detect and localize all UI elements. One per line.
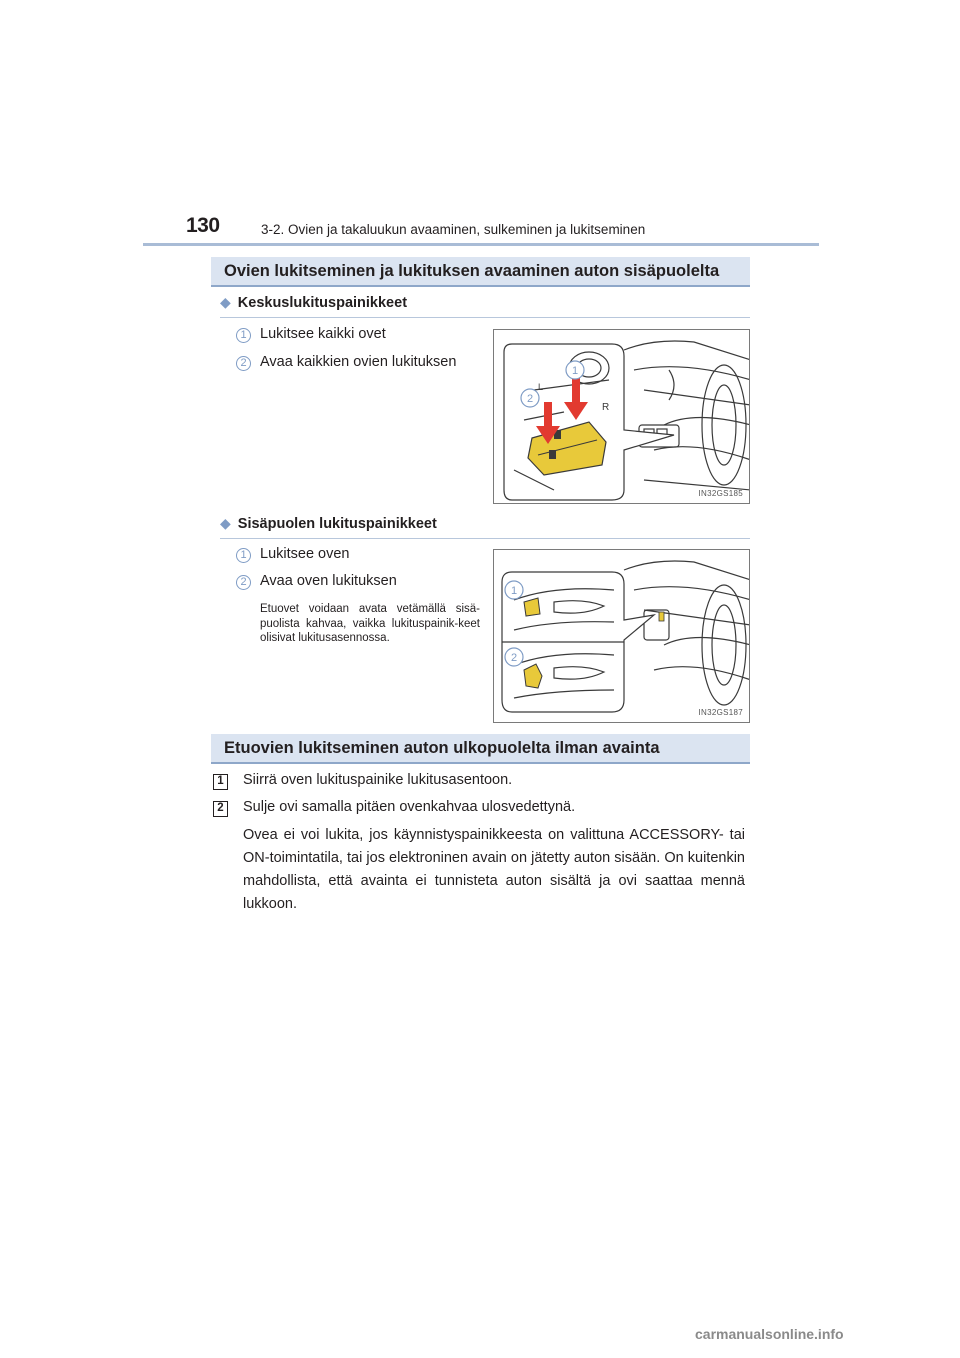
subsection-title: Keskuslukituspainikkeet bbox=[237, 295, 408, 311]
step-number: 2 bbox=[213, 801, 228, 817]
step-text: Sulje ovi samalla pitäen ovenkahvaa ulosvedettynä. bbox=[243, 799, 576, 815]
step-number: 1 bbox=[213, 774, 228, 790]
subsection-heading bbox=[220, 294, 407, 311]
diamond-icon: ◆ bbox=[220, 294, 231, 310]
figure-code: IN32GS187 bbox=[698, 708, 743, 717]
item-text: Lukitsee kaikki ovet bbox=[260, 326, 386, 342]
callout-number: 2 bbox=[236, 356, 251, 371]
subsection-divider bbox=[220, 317, 750, 318]
callout-number: 1 bbox=[236, 548, 251, 563]
illustration-inside-lock-buttons bbox=[493, 549, 750, 723]
step-text: Siirrä oven lukituspainike lukitusasentoon. bbox=[243, 772, 513, 788]
svg-text:L: L bbox=[538, 382, 544, 392]
subsection-title: Sisäpuolen lukituspainikkeet bbox=[237, 516, 437, 532]
central-lock-illustration bbox=[494, 330, 750, 504]
svg-text:1: 1 bbox=[571, 365, 579, 377]
section-title: Ovien lukitseminen ja lukituksen avaaminen auton sisäpuolelta bbox=[224, 262, 720, 280]
svg-text:1: 1 bbox=[510, 585, 518, 597]
explanation-paragraph: Ovea ei voi lukita, jos käynnistyspainikkeesta on valittuna ACCESSORY- tai ON-toimintatila, tai jos elektroninen avain on jätetty auton sisään. On kuitenkin mahdollista, että avainta ei tunnisteta auton sisältä ja ovi saattaa mennä lukkoon. bbox=[243, 827, 745, 912]
section-title-bar bbox=[211, 734, 750, 764]
chapter-title: 3-2. Ovien ja takaluukun avaaminen, sulkeminen ja lukitseminen bbox=[261, 222, 646, 237]
section-title: Etuovien lukitseminen auton ulkopuolelta ilman avainta bbox=[224, 739, 660, 757]
diamond-icon: ◆ bbox=[220, 515, 231, 531]
item-text: Avaa oven lukituksen bbox=[260, 573, 397, 589]
callout-number: 1 bbox=[236, 328, 251, 343]
illustration-central-lock-switches bbox=[493, 329, 750, 504]
svg-text:R: R bbox=[602, 402, 610, 413]
watermark: carmanualsonline.info bbox=[695, 1326, 844, 1342]
page-number: 130 bbox=[186, 214, 220, 237]
svg-text:2: 2 bbox=[510, 652, 518, 664]
callout-number: 2 bbox=[236, 575, 251, 590]
item-text: Lukitsee oven bbox=[260, 546, 350, 562]
section-title-bar bbox=[211, 257, 750, 287]
inside-lock-illustration bbox=[494, 550, 750, 723]
header-divider bbox=[143, 243, 819, 246]
item-text: Avaa kaikkien ovien lukituksen bbox=[260, 354, 457, 370]
subsection-divider bbox=[220, 538, 750, 539]
note-text: Etuovet voidaan avata vetämällä sisä-puolista kahvaa, vaikka lukituspainik-keet olisivat lukitusasennossa. bbox=[260, 603, 480, 644]
figure-code: IN32GS185 bbox=[698, 489, 743, 498]
subsection-heading bbox=[220, 515, 437, 532]
svg-text:2: 2 bbox=[526, 393, 534, 405]
